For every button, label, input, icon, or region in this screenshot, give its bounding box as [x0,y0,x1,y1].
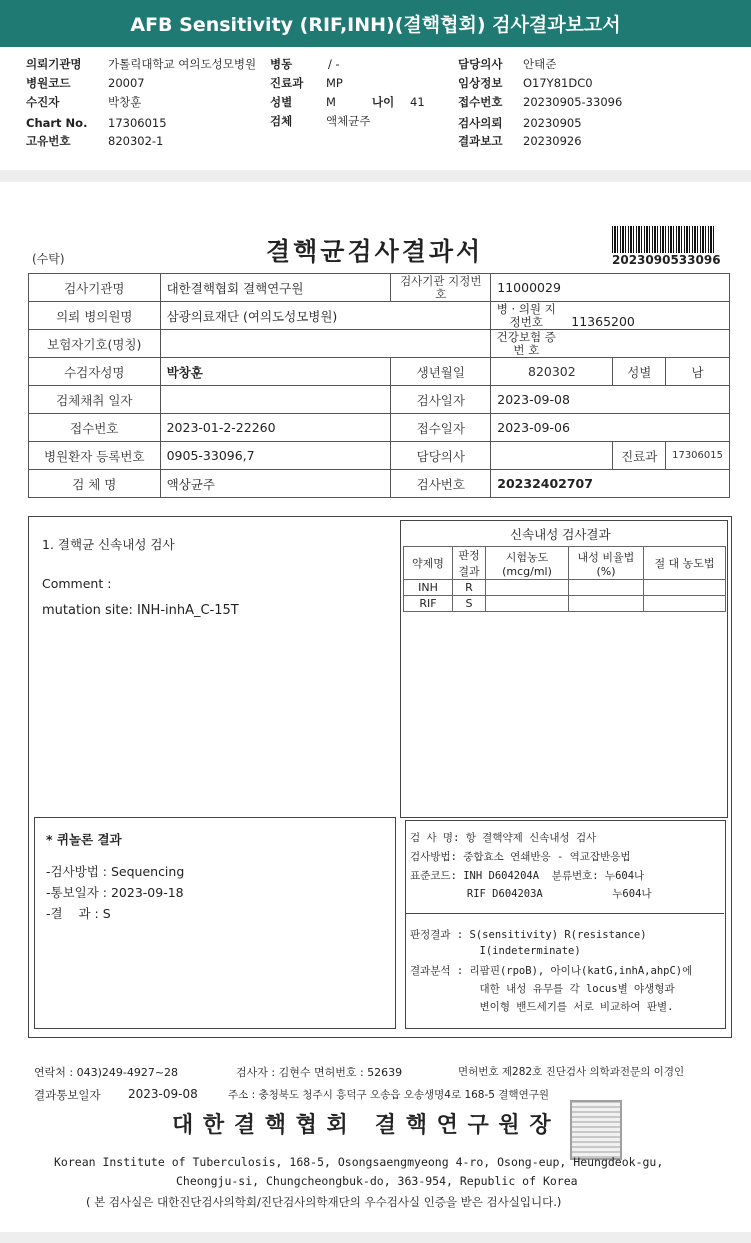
document-title: 결핵균검사결과서 [266,237,484,266]
cell-value: 박창훈 [166,364,203,380]
table-row [404,596,726,612]
quinolone-result-line [46,904,111,922]
info-value: 가톨릭대학교 여의도성모병원 [108,57,257,71]
cell-value: 2023-09-08 [497,392,570,407]
cell-label: 검사번호 [416,476,465,492]
quinolone-panel [34,817,396,1029]
cell-value: 17306015 [672,450,723,461]
info-label: 담당의사 [458,57,503,71]
drug-result: S [465,597,473,610]
patient-info-panel [0,47,751,170]
certification: ( 본 검사실은 대한진단검사의학회/진단검사의학재단의 우수검사실 인증을 받은 검사실입니다.) [86,1195,562,1209]
quinolone-notify: -통보일자 : 2023-09-18 [46,885,184,900]
official-seal-icon [570,1100,622,1160]
judgement-line: 결과분석 : 리팜핀(rpoB), 아이나(katG,inhA,ahpC)에 [410,965,693,977]
table-row [404,580,726,596]
cell-value: 11365200 [571,313,635,329]
info-value: 17306015 [108,116,167,130]
report-title: AFB Sensitivity (RIF,INH)(결핵협회) 검사결과보고서 [130,14,621,36]
comment-label: Comment : [42,576,112,591]
info-label: Chart No. [26,116,88,130]
cell-label: 의뢰 병의원명 [56,308,133,324]
info-label: 나이 [372,95,395,109]
method-divider [405,913,724,914]
cell-value: 0905-33096,7 [166,448,255,463]
info-value: / - [328,57,340,71]
contact: 연락처 : 043)249-4927~28 [34,1066,179,1079]
info-value: 820302-1 [108,134,164,148]
info-value: MP [326,76,343,90]
cell-label: 검사일자 [416,392,465,408]
info-value: O17Y81DC0 [523,76,593,90]
report-info-table [28,273,730,498]
info-label: 검사의뢰 [458,116,503,130]
cell-label: 검사기관명 [64,280,125,296]
separator [0,170,751,182]
info-value: 안태준 [523,57,557,71]
info-value: 액체균주 [326,114,371,128]
rapid-result-table [403,546,726,612]
notify-label: 결과통보일자 [34,1088,101,1102]
cell-label: 보험자기호(명칭) [47,336,142,352]
info-value: M [326,95,336,109]
quinolone-title: * 퀴놀론 결과 [46,832,122,847]
info-label: 의뢰기관명 [26,57,82,71]
section-title: 1. 결핵균 신속내성 검사 [42,537,175,552]
rapid-result-title: 신속내성 검사결과 [510,527,611,542]
notify-date: 2023-09-08 [128,1087,198,1101]
barcode-icon [612,226,714,253]
cell-label: 생년월일 [416,364,465,380]
info-label: 병동 [270,57,293,71]
col-header: 판정 결과 [458,549,480,578]
english-address-1: Korean Institute of Tuberculosis, 168-5, Osongsaengmyeong 4-ro, Osong-eup, Heungdeok-gu, [54,1155,664,1169]
english-address-2: Cheongju-si, Chungcheongbuk-do, 363-954, Republic of Korea [176,1174,578,1188]
info-value: 20230905 [523,116,582,130]
cell-label: 담당의사 [416,448,465,464]
quinolone-result: S [102,906,111,921]
info-value: 박창훈 [108,95,142,109]
drug-name: INH [418,581,438,594]
inspector: 검사자 : 김현수 면허번호 : 52639 [236,1066,403,1079]
cell-label: 성별 [627,364,652,380]
cell-label: 검 체 명 [72,476,117,492]
col-header: 절 대 농도법 [654,557,715,570]
cell-value: 2023-09-06 [497,420,570,435]
bottom-strip [0,1232,751,1243]
cell-value: 액상균주 [166,476,215,492]
cell-label: 검사기관 지정번호 [400,273,482,301]
cell-label: 검체채취 일자 [56,392,133,408]
cell-label: 수검자성명 [64,364,125,380]
cell-value: 삼광의료재단 (여의도성모병원) [166,308,338,324]
judgement-line: 대한 내성 유무를 각 locus별 야생형과 [410,983,675,995]
info-value: 20230926 [523,134,582,148]
address: 주소 : 충청북도 청주시 흥덕구 오송읍 오송생명4로 168-5 결핵연구원 [228,1089,550,1101]
quinolone-result-label: -결 과 : [46,906,99,921]
info-label: 검체 [270,114,293,128]
info-label: 병원코드 [26,76,71,90]
quinolone-method: -검사방법 : Sequencing [46,864,185,879]
col-header: 시험농도 (mcg/ml) [502,550,552,578]
report-title-bar [0,0,751,47]
info-value: 41 [410,95,425,109]
left-result-panel [32,520,397,820]
cell-label: 병원환자 등록번호 [44,448,145,464]
col-header: 약제명 [412,557,444,570]
cell-value: 820302 [528,364,576,379]
cell-label: 진료과 [621,448,658,464]
judgement-line: 변이형 밴드세기를 서로 비교하여 판별. [410,1001,674,1013]
barcode-number: 2023090533096 [612,253,721,267]
cell-value: 2023-01-2-22260 [166,420,276,435]
method-line: RIF D604203A 누604나 [410,888,652,900]
method-line: 표준코드: INH D604204A 분류번호: 누604나 [410,870,645,882]
cell-label: 접수일자 [416,420,465,436]
cell-value: 남 [691,364,704,380]
cell-value: 대한결핵협회 결핵연구원 [166,280,304,296]
cell-value: 20232402707 [497,476,593,491]
cell-label: 접수번호 [70,420,119,436]
info-label: 진료과 [270,76,304,90]
mutation-site: mutation site: INH-inhA_C-15T [42,603,239,618]
license: 면허번호 제282호 진단검사 의학과전문의 이경인 [458,1066,685,1078]
cell-label: 건강보험 증 번 호 [496,329,556,357]
judgement-line: I(indeterminate) [410,945,581,957]
info-label: 결과보고 [458,134,503,148]
info-label: 고유번호 [26,134,71,148]
drug-name: RIF [419,597,437,610]
info-value: 20230905-33096 [523,95,623,109]
receipt-tag: (수탁) [32,252,65,266]
info-value: 20007 [108,76,145,90]
info-label: 성별 [270,95,293,109]
method-line: 검 사 명: 항 결핵약제 신속내성 검사 [410,832,597,844]
col-header: 내성 비율법(%) [577,550,635,578]
method-line: 검사방법: 중합효소 연쇄반응 - 역교잡반응법 [410,851,631,863]
cell-label: 병 · 의원 지정번호 [496,301,556,329]
drug-result: R [465,581,473,594]
info-label: 임상정보 [458,76,503,90]
cell-value: 11000029 [497,280,561,295]
info-label: 수진자 [26,95,60,109]
director-name: 대 한 결 핵 협 회 결 핵 연 구 원 장 [172,1113,552,1138]
judgement-line: 판정결과 : S(sensitivity) R(resistance) [410,929,647,941]
info-label: 접수번호 [458,95,503,109]
